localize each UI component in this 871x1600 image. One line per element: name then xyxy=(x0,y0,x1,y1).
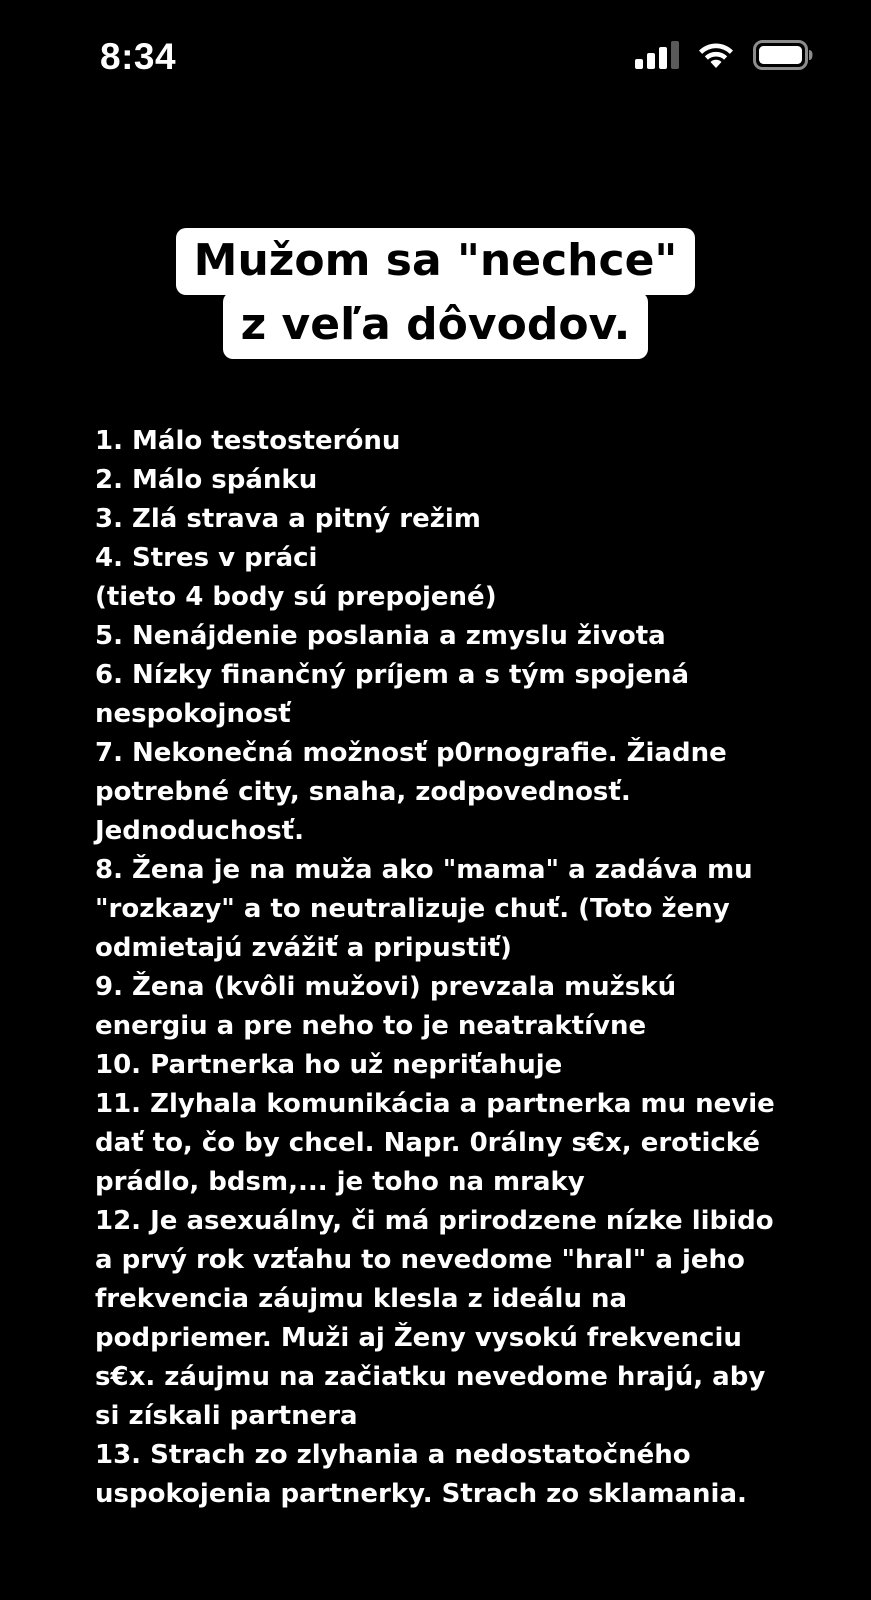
list-item: 13. Strach zo zlyhania a nedostatočného xyxy=(95,1440,691,1470)
list-item: 7. Nekonečná možnosť p0rnografie. Žiadne xyxy=(95,738,727,768)
battery-icon xyxy=(753,40,813,70)
reasons-list xyxy=(95,422,795,1514)
list-item: 5. Nenájdenie poslania a zmyslu života xyxy=(95,621,666,651)
status-time: 8:34 xyxy=(100,36,177,77)
list-item: 11. Zlyhala komunikácia a partnerka mu nevie xyxy=(95,1089,775,1119)
title-line-1: Mužom sa "nechce" xyxy=(176,228,696,295)
list-item: 2. Málo spánku xyxy=(95,465,318,495)
list-item: 4. Stres v práci xyxy=(95,543,318,573)
wifi-icon xyxy=(697,41,735,69)
list-item: a prvý rok vzťahu to nevedome "hral" a jeho xyxy=(95,1245,745,1275)
list-item: (tieto 4 body sú prepojené) xyxy=(95,582,497,612)
post-title xyxy=(0,228,871,359)
list-item: nespokojnosť xyxy=(95,699,291,729)
list-item: Jednoduchosť. xyxy=(95,816,304,846)
list-item: frekvencia záujmu klesla z ideálu na xyxy=(95,1284,628,1314)
list-item: potrebné city, snaha, zodpovednosť. xyxy=(95,777,631,807)
list-item: 6. Nízky finančný príjem a s tým spojená xyxy=(95,660,690,690)
list-item: dať to, čo by chcel. Napr. 0rálny s€x, erotické xyxy=(95,1128,761,1158)
list-item: 12. Je asexuálny, či má prirodzene nízke libido xyxy=(95,1206,774,1236)
list-item: 1. Málo testosterónu xyxy=(95,426,401,456)
cellular-signal-icon xyxy=(635,41,679,69)
list-item: 3. Zlá strava a pitný režim xyxy=(95,504,481,534)
list-item: 10. Partnerka ho už nepriťahuje xyxy=(95,1050,563,1080)
status-bar xyxy=(0,0,871,110)
list-item: prádlo, bdsm,... je toho na mraky xyxy=(95,1167,585,1197)
title-line-2: z veľa dôvodov. xyxy=(223,292,649,359)
list-item: s€x. záujmu na začiatku nevedome hrajú, aby xyxy=(95,1362,766,1392)
status-icons xyxy=(635,40,813,70)
list-item: podpriemer. Muži aj Ženy vysokú frekvenciu xyxy=(95,1323,742,1353)
list-item: uspokojenia partnerky. Strach zo sklamania. xyxy=(95,1479,747,1509)
list-item: energiu a pre neho to je neatraktívne xyxy=(95,1011,647,1041)
list-item: "rozkazy" a to neutralizuje chuť. (Toto ženy xyxy=(95,894,730,924)
list-item: si získali partnera xyxy=(95,1401,358,1431)
list-item: 9. Žena (kvôli mužovi) prevzala mužskú xyxy=(95,972,677,1002)
list-item: 8. Žena je na muža ako "mama" a zadáva mu xyxy=(95,855,753,885)
list-item: odmietajú zvážiť a pripustiť) xyxy=(95,933,512,963)
